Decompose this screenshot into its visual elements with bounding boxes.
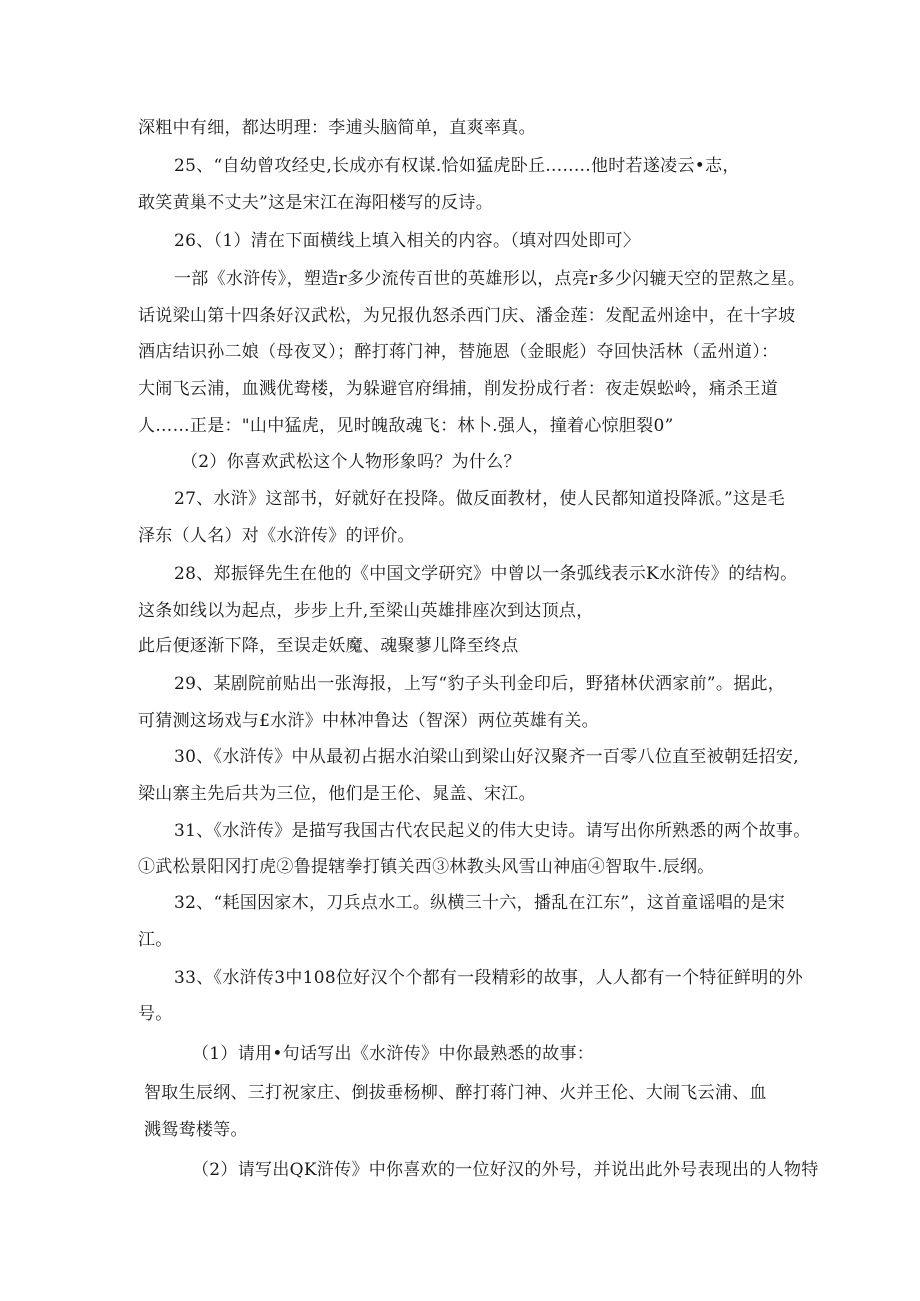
question-33-part-2: （2）请写出QK浒传》中你喜欢的一位好汉的外号，并说出此外号表现出的人物特 bbox=[192, 1160, 819, 1180]
text-line: 酒店结识孙二娘（母夜叉）；醉打蒋门神，替施恩（金眼彪）夺回快活林（孟州道）： bbox=[138, 342, 779, 362]
text-line: 人……正是："山中猛虎，见时魄敌魂飞：林卜.强人，撞着心惊胆裂0” bbox=[138, 416, 674, 436]
question-29: 29、某剧院前贴出一张海报，上写“豹子头刊金印后，野猪林伏洒家前”。据此， bbox=[174, 674, 786, 694]
text-line: 深粗中有细，都达明理：李逋头脑简单，直爽率真。 bbox=[138, 118, 536, 138]
text-line: 号。 bbox=[138, 1004, 173, 1024]
text-line: 一部《水浒传》，塑造r多少流传百世的英雄形以，点亮r多少闪辘天空的罡熬之星。 bbox=[174, 269, 806, 289]
question-31: 31、《水浒传》是描写我国古代农民起义的伟大史诗。请写出你所熟悉的两个故事。 bbox=[174, 821, 811, 841]
question-25: 25、“自幼曾攻经史,长成亦有权谋.恰如猛虎卧丘........他时若遂凌云•志， bbox=[174, 156, 740, 176]
text-line: 可猜测这场戏与£水浒》中林冲鲁达（智深）两位英雄有关。 bbox=[138, 711, 599, 731]
text-line: 江。 bbox=[138, 930, 173, 950]
text-line: 梁山寨主先后共为三位，他们是王伦、晁盖、宋江。 bbox=[138, 784, 536, 804]
question-30: 30、《水浒传》中从最初占据水泊梁山到梁山好汉聚齐一百零八位直至被朝廷招安, bbox=[174, 747, 799, 767]
question-28: 28、郑振铎先生在他的《中国文学研究》中曾以一条弧线表示K水浒传》的结构。 bbox=[174, 564, 798, 584]
text-line: 溅鸳鸯楼等。 bbox=[144, 1120, 248, 1140]
text-line: 此后便逐渐下降，至误走妖魔、魂聚蓼儿降至终点 bbox=[138, 636, 519, 656]
question-27: 27、水浒》这部书，好就好在投降。做反面教材，使人民都知道投降派。”这是毛 bbox=[174, 489, 785, 509]
question-33-part-1: （1）请用•句话写出《水浒传》中你最熟悉的故事： bbox=[192, 1044, 595, 1064]
text-line: 泽东（人名）对《水浒传》的评价。 bbox=[138, 526, 415, 546]
text-line: 敢笑黄巢不丈夫”这是宋江在海阳楼写的反诗。 bbox=[138, 193, 493, 213]
text-line: 话说梁山第十四条好汉武松，为兄报仇怒杀西门庆、潘金莲：发配孟州途中，在十字坡 bbox=[138, 306, 796, 326]
text-line: 这条如线以为起点，步步上升,至梁山英雄排座次到达顶点， bbox=[138, 601, 594, 621]
question-26: 26、（1）清在下面横线上填入相关的内容。（填对四处即可〉 bbox=[174, 231, 641, 251]
question-32: 32、“耗国因家木，刀兵点水工。纵横三十六，播乱在江东”，这首童谣唱的是宋 bbox=[174, 893, 786, 913]
text-line: 智取生辰纲、三打祝家庄、倒拔垂杨柳、醉打蒋门神、火并王伦、大闹飞云浦、血 bbox=[144, 1083, 767, 1103]
question-26-part-2: （2）你喜欢武松这个人物形象吗？为什么？ bbox=[181, 452, 521, 472]
text-line: 大闹飞云浦，血溅优鸯楼，为躲避官府缉捕，削发扮成行者：夜走娱蚣岭，痛杀王道 bbox=[138, 379, 779, 399]
question-33: 33、《水浒传3中108位好汉个个都有一段精彩的故事，人人都有一个特征鲜明的外 bbox=[174, 968, 804, 988]
text-line: ①武松景阳冈打虎②鲁提辖拳打镇关西③林教头风雪山神庙④智取牛.辰纲。 bbox=[138, 857, 715, 877]
